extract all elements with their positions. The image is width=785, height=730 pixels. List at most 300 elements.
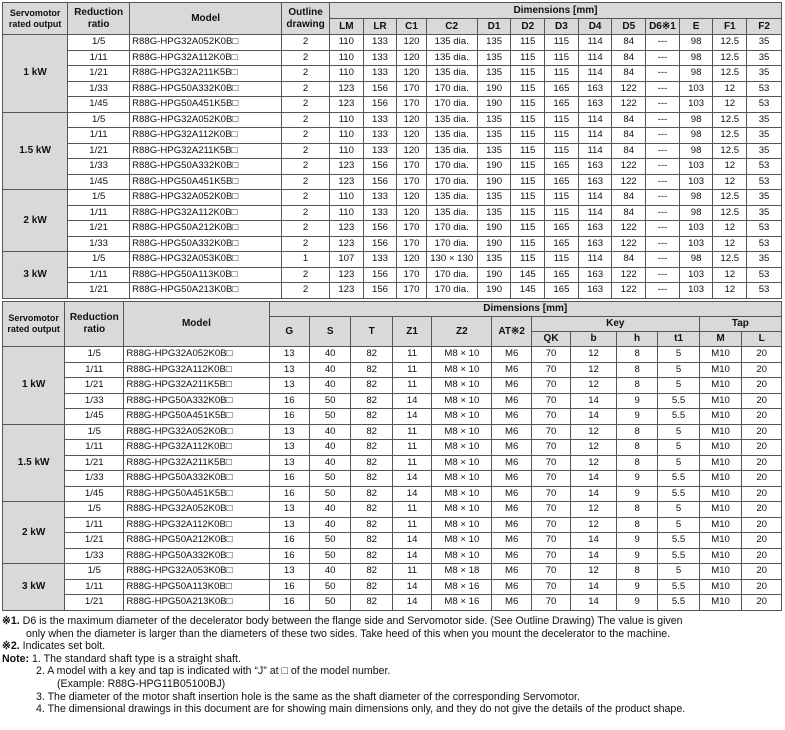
model-cell: R88G-HPG50A332K0B□ xyxy=(124,393,269,409)
table-row xyxy=(3,190,782,206)
value-cell: 82 xyxy=(351,471,392,487)
rated-output-cell: 1.5 kW xyxy=(3,424,65,502)
table-row xyxy=(3,128,782,144)
value-cell: M6 xyxy=(492,548,531,564)
model-cell: R88G-HPG50A212K0B□ xyxy=(130,221,282,237)
value-cell: 14 xyxy=(392,486,431,502)
ratio-cell: 1/11 xyxy=(65,440,124,456)
header-col-c1: C1 xyxy=(397,19,426,35)
value-cell: 103 xyxy=(679,236,713,252)
value-cell: 115 xyxy=(511,128,545,144)
model-cell: R88G-HPG50A213K0B□ xyxy=(130,283,282,299)
value-cell: --- xyxy=(646,97,680,113)
value-cell: 135 dia. xyxy=(426,35,477,51)
value-cell: 133 xyxy=(363,66,397,82)
header-col-d61: D6※1 xyxy=(646,19,680,35)
rated-output-cell: 1 kW xyxy=(3,35,68,113)
value-cell: 190 xyxy=(477,97,511,113)
value-cell: 170 dia. xyxy=(426,159,477,175)
value-cell: 115 xyxy=(545,50,579,66)
value-cell: 5.5 xyxy=(658,579,699,595)
header-g: G xyxy=(269,317,309,347)
value-cell: 53 xyxy=(747,283,782,299)
table-row xyxy=(3,424,782,440)
table-row xyxy=(3,81,782,97)
value-cell: 190 xyxy=(477,236,511,252)
value-cell: 170 dia. xyxy=(426,221,477,237)
model-cell: R88G-HPG32A053K0B□ xyxy=(130,252,282,268)
value-cell: 82 xyxy=(351,362,392,378)
value-cell: 103 xyxy=(679,221,713,237)
value-cell: --- xyxy=(646,236,680,252)
value-cell: --- xyxy=(646,252,680,268)
model-cell: R88G-HPG32A112K0B□ xyxy=(124,517,269,533)
value-cell: 163 xyxy=(578,81,612,97)
value-cell: 98 xyxy=(679,66,713,82)
value-cell: 50 xyxy=(309,393,350,409)
table-row xyxy=(3,221,782,237)
value-cell: --- xyxy=(646,174,680,190)
value-cell: 156 xyxy=(363,283,397,299)
value-cell: 11 xyxy=(392,362,431,378)
value-cell: 84 xyxy=(612,35,646,51)
value-cell: 1 xyxy=(282,252,330,268)
value-cell: 13 xyxy=(269,564,309,580)
value-cell: 122 xyxy=(612,267,646,283)
value-cell: 115 xyxy=(511,112,545,128)
value-cell: 163 xyxy=(578,221,612,237)
ratio-cell: 1/5 xyxy=(68,190,130,206)
model-cell: R88G-HPG32A052K0B□ xyxy=(124,424,269,440)
header-s: S xyxy=(309,317,350,347)
value-cell: 14 xyxy=(571,471,617,487)
value-cell: 114 xyxy=(578,143,612,159)
value-cell: 53 xyxy=(747,174,782,190)
value-cell: 5.5 xyxy=(658,409,699,425)
value-cell: 120 xyxy=(397,112,426,128)
value-cell: 11 xyxy=(392,502,431,518)
value-cell: 12.5 xyxy=(713,50,747,66)
value-cell: 40 xyxy=(309,424,350,440)
value-cell: M10 xyxy=(699,393,742,409)
value-cell: 82 xyxy=(351,486,392,502)
value-cell: 20 xyxy=(742,347,782,363)
value-cell: M10 xyxy=(699,409,742,425)
value-cell: 115 xyxy=(511,252,545,268)
value-cell: 8 xyxy=(616,564,657,580)
value-cell: 13 xyxy=(269,502,309,518)
value-cell: 115 xyxy=(545,128,579,144)
note-2-example: (Example: R88G-HPG11B05100BJ) xyxy=(57,677,226,690)
value-cell: 20 xyxy=(742,517,782,533)
value-cell: 98 xyxy=(679,112,713,128)
table-row xyxy=(3,35,782,51)
value-cell: 70 xyxy=(531,564,570,580)
value-cell: 103 xyxy=(679,159,713,175)
value-cell: 190 xyxy=(477,174,511,190)
value-cell: 14 xyxy=(571,409,617,425)
value-cell: 82 xyxy=(351,548,392,564)
value-cell: 70 xyxy=(531,393,570,409)
value-cell: 11 xyxy=(392,564,431,580)
value-cell: 5 xyxy=(658,517,699,533)
value-cell: 103 xyxy=(679,81,713,97)
note-2: 2. A model with a key and tap is indicated with “J” at □ of the model number. xyxy=(36,665,391,678)
header-col-d3: D3 xyxy=(545,19,579,35)
value-cell: 98 xyxy=(679,252,713,268)
table-row xyxy=(3,517,782,533)
value-cell: 2 xyxy=(282,128,330,144)
value-cell: 115 xyxy=(511,236,545,252)
value-cell: M10 xyxy=(699,548,742,564)
value-cell: 12 xyxy=(571,424,617,440)
value-cell: M6 xyxy=(492,440,531,456)
value-cell: 16 xyxy=(269,595,309,611)
ratio-cell: 1/5 xyxy=(68,252,130,268)
value-cell: 35 xyxy=(747,128,782,144)
ratio-cell: 1/5 xyxy=(65,502,124,518)
value-cell: 122 xyxy=(612,221,646,237)
value-cell: 82 xyxy=(351,378,392,394)
value-cell: 114 xyxy=(578,50,612,66)
model-cell: R88G-HPG32A112K0B□ xyxy=(130,205,282,221)
model-cell: R88G-HPG50A332K0B□ xyxy=(130,159,282,175)
value-cell: 165 xyxy=(545,97,579,113)
value-cell: 5 xyxy=(658,378,699,394)
value-cell: 40 xyxy=(309,440,350,456)
header-rated-output: Servomotor rated output xyxy=(3,3,68,35)
value-cell: 70 xyxy=(531,579,570,595)
value-cell: 82 xyxy=(351,424,392,440)
value-cell: 53 xyxy=(747,221,782,237)
value-cell: 2 xyxy=(282,81,330,97)
value-cell: M10 xyxy=(699,440,742,456)
value-cell: 115 xyxy=(511,66,545,82)
value-cell: 163 xyxy=(578,174,612,190)
value-cell: 115 xyxy=(511,221,545,237)
value-cell: M8 × 10 xyxy=(432,347,492,363)
value-cell: 70 xyxy=(531,486,570,502)
value-cell: 14 xyxy=(392,533,431,549)
value-cell: M8 × 16 xyxy=(432,579,492,595)
value-cell: 20 xyxy=(742,595,782,611)
value-cell: 70 xyxy=(531,595,570,611)
table-row xyxy=(3,97,782,113)
value-cell: 13 xyxy=(269,455,309,471)
ratio-cell: 1/11 xyxy=(65,362,124,378)
value-cell: 40 xyxy=(309,502,350,518)
value-cell: 163 xyxy=(578,283,612,299)
value-cell: 14 xyxy=(392,471,431,487)
ratio-cell: 1/33 xyxy=(65,548,124,564)
value-cell: 82 xyxy=(351,440,392,456)
note-4: 4. The dimensional drawings in this document are for showing main dimensions only, and they do not give the details of the product shape. xyxy=(36,703,686,716)
table-row xyxy=(3,143,782,159)
value-cell: 12 xyxy=(571,362,617,378)
model-cell: R88G-HPG50A332K0B□ xyxy=(124,548,269,564)
value-cell: 9 xyxy=(616,533,657,549)
header-t: T xyxy=(351,317,392,347)
value-cell: 114 xyxy=(578,252,612,268)
value-cell: 120 xyxy=(397,35,426,51)
value-cell: 115 xyxy=(511,35,545,51)
value-cell: 12 xyxy=(713,283,747,299)
rated-output-cell: 3 kW xyxy=(3,564,65,611)
value-cell: 20 xyxy=(742,440,782,456)
header-dimensions: Dimensions [mm] xyxy=(330,3,782,19)
value-cell: 145 xyxy=(511,267,545,283)
value-cell: 12.5 xyxy=(713,35,747,51)
header-l: L xyxy=(742,332,782,347)
table-row xyxy=(3,66,782,82)
value-cell: 170 dia. xyxy=(426,174,477,190)
value-cell: 9 xyxy=(616,471,657,487)
value-cell: 12 xyxy=(713,236,747,252)
header-z2: Z2 xyxy=(432,317,492,347)
value-cell: M10 xyxy=(699,564,742,580)
value-cell: 9 xyxy=(616,548,657,564)
value-cell: 35 xyxy=(747,190,782,206)
ratio-cell: 1/33 xyxy=(68,81,130,97)
value-cell: 84 xyxy=(612,128,646,144)
value-cell: 84 xyxy=(612,252,646,268)
header-h: h xyxy=(616,332,657,347)
value-cell: 156 xyxy=(363,97,397,113)
note-3: 3. The diameter of the motor shaft insertion hole is the same as the shaft diameter of the corresponding Servomotor. xyxy=(36,690,580,703)
value-cell: 5 xyxy=(658,564,699,580)
value-cell: 120 xyxy=(397,252,426,268)
value-cell: 11 xyxy=(392,455,431,471)
header-m: M xyxy=(699,332,742,347)
value-cell: 50 xyxy=(309,486,350,502)
value-cell: 50 xyxy=(309,595,350,611)
header-t1: t1 xyxy=(658,332,699,347)
value-cell: M8 × 10 xyxy=(432,455,492,471)
value-cell: 84 xyxy=(612,205,646,221)
value-cell: 12 xyxy=(713,97,747,113)
value-cell: 13 xyxy=(269,424,309,440)
value-cell: 84 xyxy=(612,190,646,206)
value-cell: 2 xyxy=(282,97,330,113)
model-cell: R88G-HPG32A112K0B□ xyxy=(130,50,282,66)
value-cell: 14 xyxy=(571,579,617,595)
value-cell: 135 xyxy=(477,190,511,206)
value-cell: M6 xyxy=(492,347,531,363)
value-cell: 12 xyxy=(571,440,617,456)
value-cell: 135 dia. xyxy=(426,128,477,144)
header-b: b xyxy=(571,332,617,347)
ratio-cell: 1/21 xyxy=(68,66,130,82)
value-cell: 114 xyxy=(578,205,612,221)
value-cell: 82 xyxy=(351,393,392,409)
value-cell: 82 xyxy=(351,455,392,471)
value-cell: 35 xyxy=(747,50,782,66)
value-cell: M6 xyxy=(492,362,531,378)
model-cell: R88G-HPG50A332K0B□ xyxy=(124,471,269,487)
value-cell: M6 xyxy=(492,564,531,580)
value-cell: 156 xyxy=(363,267,397,283)
value-cell: 53 xyxy=(747,236,782,252)
ratio-cell: 1/33 xyxy=(68,236,130,252)
value-cell: 165 xyxy=(545,283,579,299)
header-rated-output-2: Servomotor rated output xyxy=(3,302,65,347)
value-cell: 122 xyxy=(612,283,646,299)
value-cell: M10 xyxy=(699,362,742,378)
header-key: Key xyxy=(531,317,699,332)
value-cell: 50 xyxy=(309,579,350,595)
dimensions-table-2 xyxy=(2,301,782,611)
value-cell: 115 xyxy=(511,81,545,97)
value-cell: 170 dia. xyxy=(426,267,477,283)
value-cell: M10 xyxy=(699,595,742,611)
value-cell: 82 xyxy=(351,579,392,595)
value-cell: --- xyxy=(646,50,680,66)
ratio-cell: 1/21 xyxy=(65,595,124,611)
value-cell: 135 dia. xyxy=(426,190,477,206)
value-cell: 16 xyxy=(269,471,309,487)
ratio-cell: 1/5 xyxy=(65,347,124,363)
rated-output-cell: 1 kW xyxy=(3,347,65,425)
value-cell: 12 xyxy=(713,159,747,175)
value-cell: 110 xyxy=(330,205,364,221)
value-cell: 82 xyxy=(351,409,392,425)
table-row xyxy=(3,579,782,595)
value-cell: 20 xyxy=(742,409,782,425)
value-cell: M8 × 10 xyxy=(432,486,492,502)
value-cell: 135 xyxy=(477,66,511,82)
model-cell: R88G-HPG50A213K0B□ xyxy=(124,595,269,611)
value-cell: 120 xyxy=(397,128,426,144)
value-cell: 145 xyxy=(511,283,545,299)
ratio-cell: 1/45 xyxy=(68,174,130,190)
value-cell: 5.5 xyxy=(658,471,699,487)
table-row xyxy=(3,362,782,378)
header-col-d4: D4 xyxy=(578,19,612,35)
value-cell: 20 xyxy=(742,393,782,409)
value-cell: 170 xyxy=(397,267,426,283)
value-cell: 123 xyxy=(330,283,364,299)
value-cell: 84 xyxy=(612,50,646,66)
value-cell: --- xyxy=(646,190,680,206)
value-cell: 2 xyxy=(282,174,330,190)
value-cell: 13 xyxy=(269,517,309,533)
value-cell: 2 xyxy=(282,283,330,299)
value-cell: 135 dia. xyxy=(426,205,477,221)
value-cell: 2 xyxy=(282,66,330,82)
header-col-c2: C2 xyxy=(426,19,477,35)
value-cell: 123 xyxy=(330,97,364,113)
value-cell: 12.5 xyxy=(713,205,747,221)
value-cell: 170 xyxy=(397,221,426,237)
value-cell: M10 xyxy=(699,486,742,502)
value-cell: 2 xyxy=(282,159,330,175)
value-cell: M6 xyxy=(492,455,531,471)
value-cell: 115 xyxy=(545,66,579,82)
model-cell: R88G-HPG32A211K5B□ xyxy=(130,143,282,159)
value-cell: M8 × 10 xyxy=(432,502,492,518)
model-cell: R88G-HPG32A052K0B□ xyxy=(130,190,282,206)
value-cell: 123 xyxy=(330,159,364,175)
value-cell: 53 xyxy=(747,159,782,175)
model-cell: R88G-HPG32A211K5B□ xyxy=(124,378,269,394)
value-cell: 82 xyxy=(351,502,392,518)
value-cell: 50 xyxy=(309,409,350,425)
value-cell: 82 xyxy=(351,533,392,549)
value-cell: 98 xyxy=(679,205,713,221)
ratio-cell: 1/45 xyxy=(65,486,124,502)
rated-output-cell: 3 kW xyxy=(3,252,68,299)
value-cell: 170 dia. xyxy=(426,283,477,299)
table-row xyxy=(3,252,782,268)
ratio-cell: 1/45 xyxy=(68,97,130,113)
value-cell: 20 xyxy=(742,471,782,487)
value-cell: 2 xyxy=(282,267,330,283)
value-cell: M10 xyxy=(699,424,742,440)
value-cell: 120 xyxy=(397,190,426,206)
value-cell: M8 × 10 xyxy=(432,378,492,394)
rated-output-cell: 2 kW xyxy=(3,502,65,564)
value-cell: 190 xyxy=(477,159,511,175)
value-cell: 20 xyxy=(742,564,782,580)
value-cell: 123 xyxy=(330,174,364,190)
value-cell: 8 xyxy=(616,378,657,394)
value-cell: 163 xyxy=(578,267,612,283)
value-cell: 20 xyxy=(742,455,782,471)
model-cell: R88G-HPG32A112K0B□ xyxy=(130,128,282,144)
value-cell: 20 xyxy=(742,362,782,378)
model-cell: R88G-HPG32A053K0B□ xyxy=(124,564,269,580)
value-cell: 165 xyxy=(545,81,579,97)
footnotes xyxy=(2,615,784,716)
value-cell: 8 xyxy=(616,362,657,378)
model-cell: R88G-HPG50A332K0B□ xyxy=(130,81,282,97)
table-row xyxy=(3,502,782,518)
value-cell: 5.5 xyxy=(658,533,699,549)
value-cell: M6 xyxy=(492,517,531,533)
ratio-cell: 1/5 xyxy=(68,112,130,128)
value-cell: 50 xyxy=(309,533,350,549)
value-cell: 35 xyxy=(747,252,782,268)
value-cell: 135 dia. xyxy=(426,66,477,82)
value-cell: 16 xyxy=(269,533,309,549)
value-cell: 123 xyxy=(330,221,364,237)
value-cell: M10 xyxy=(699,517,742,533)
header-col-lm: LM xyxy=(330,19,364,35)
value-cell: 84 xyxy=(612,112,646,128)
rated-output-cell: 2 kW xyxy=(3,190,68,252)
value-cell: 133 xyxy=(363,35,397,51)
value-cell: M8 × 10 xyxy=(432,471,492,487)
value-cell: 110 xyxy=(330,112,364,128)
value-cell: M8 × 10 xyxy=(432,548,492,564)
value-cell: 70 xyxy=(531,378,570,394)
value-cell: 5 xyxy=(658,455,699,471)
ratio-cell: 1/11 xyxy=(68,128,130,144)
table-row xyxy=(3,471,782,487)
value-cell: 8 xyxy=(616,517,657,533)
value-cell: 14 xyxy=(392,393,431,409)
value-cell: 13 xyxy=(269,440,309,456)
table-row xyxy=(3,283,782,299)
value-cell: 114 xyxy=(578,190,612,206)
ratio-cell: 1/21 xyxy=(68,221,130,237)
value-cell: M8 × 18 xyxy=(432,564,492,580)
ratio-cell: 1/21 xyxy=(68,143,130,159)
value-cell: M6 xyxy=(492,424,531,440)
value-cell: --- xyxy=(646,128,680,144)
value-cell: 40 xyxy=(309,362,350,378)
value-cell: 2 xyxy=(282,50,330,66)
